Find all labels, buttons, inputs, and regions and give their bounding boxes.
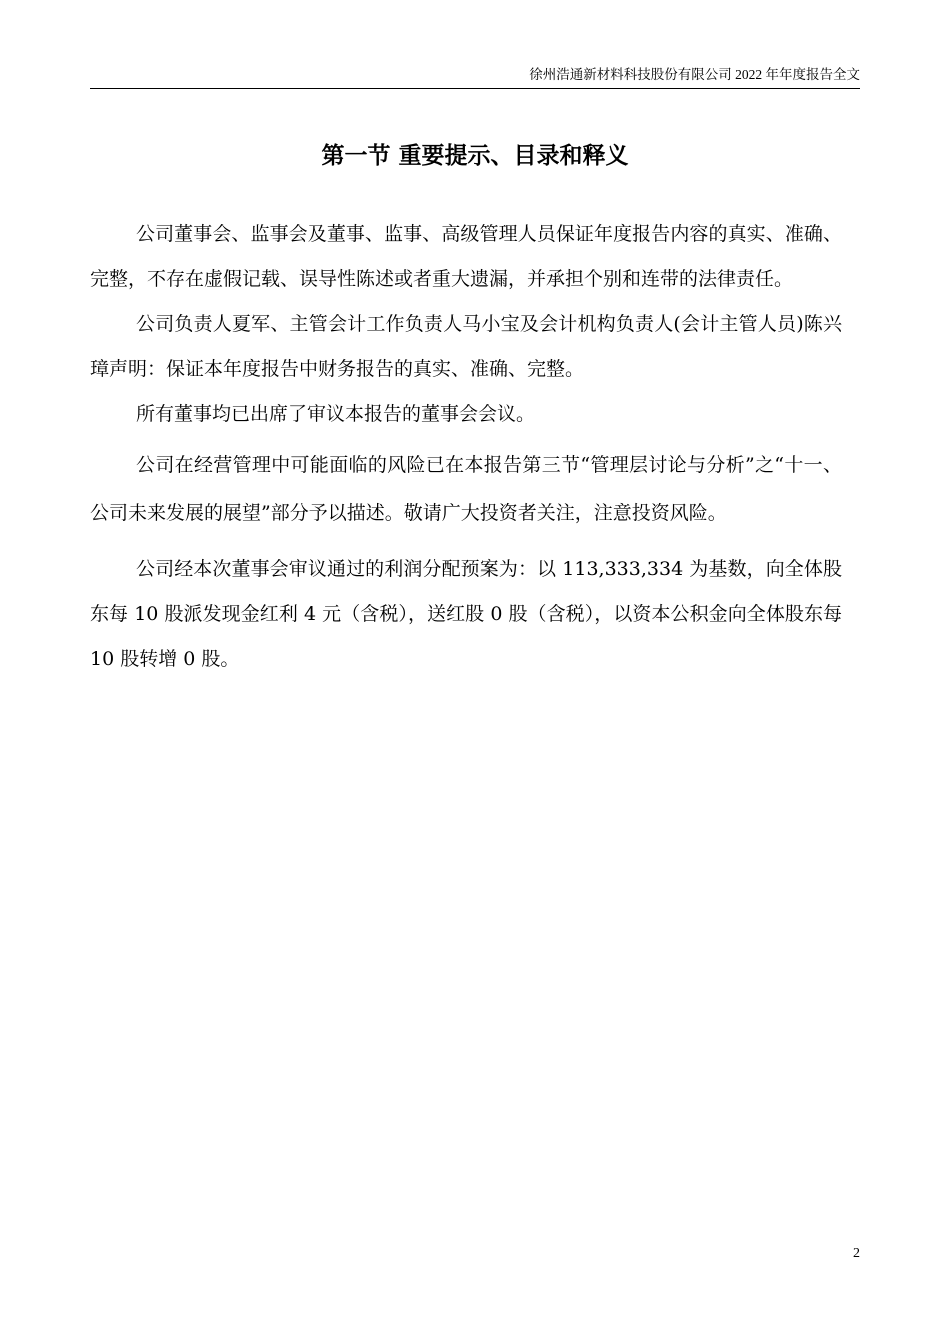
paragraph-board-attendance: 所有董事均已出席了审议本报告的董事会会议。: [136, 403, 536, 425]
paragraph-profit-distribution: 公司经本次董事会审议通过的利润分配预案为：以 113,333,334 为基数，向全体股东每 10 股派发现金红利 4 元（含税），送红股 0 股（含税），以资本公积金向全体股东每 10 股转增 0 股。: [90, 558, 842, 670]
paragraph-executive-declaration: 公司负责人夏军、主管会计工作负责人马小宝及会计机构负责人(会计主管人员)陈兴璋声明：保证本年度报告中财务报告的真实、准确、完整。: [90, 313, 842, 380]
paragraph-board-responsibility: 公司董事会、监事会及董事、监事、高级管理人员保证年度报告内容的真实、准确、完整，不存在虚假记载、误导性陈述或者重大遗漏，并承担个别和连带的法律责任。: [90, 223, 842, 290]
running-header: 徐州浩通新材料科技股份有限公司 2022 年年度报告全文: [529, 67, 860, 82]
paragraph-risk-notice: 公司在经营管理中可能面临的风险已在本报告第三节“管理层讨论与分析”之“十一、公司未来发展的展望”部分予以描述。敬请广大投资者关注，注意投资风险。: [90, 454, 842, 524]
body-text: [90, 212, 842, 682]
section-title: 第一节 重要提示、目录和释义: [321, 143, 629, 169]
header-rule: [90, 88, 860, 89]
page-number: 2: [853, 1246, 860, 1261]
